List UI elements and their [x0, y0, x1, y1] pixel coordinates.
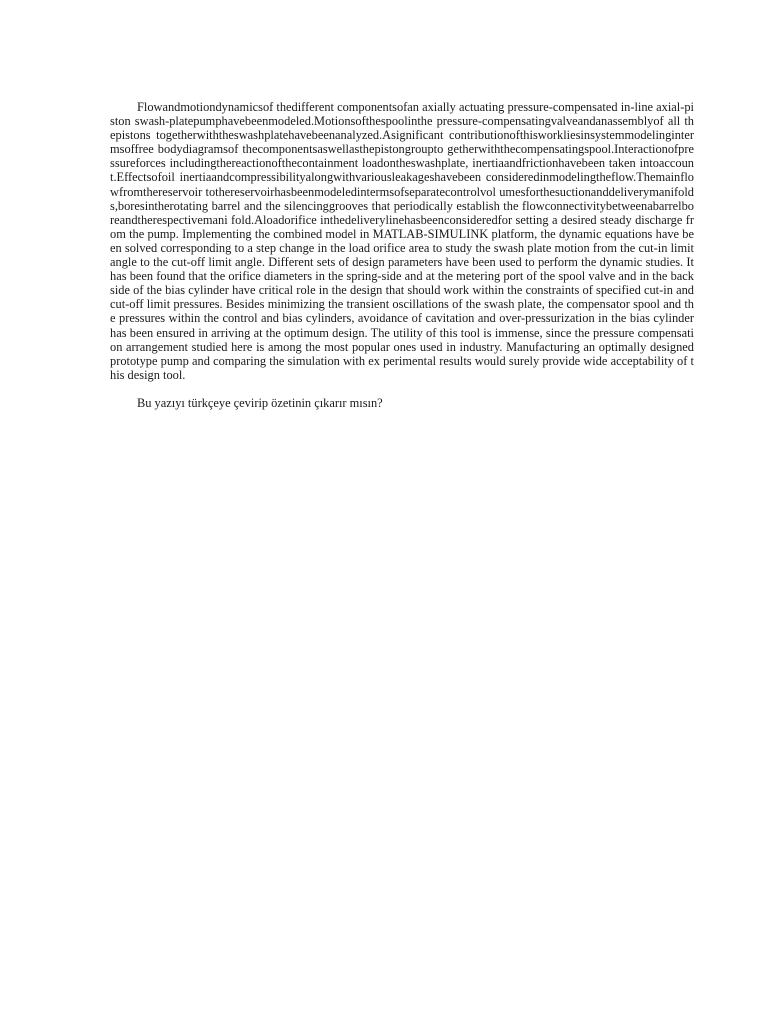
question-paragraph: Bu yazıyı türkçeye çevirip özetinin çıkarır mısın? [137, 395, 383, 410]
document-page [110, 100, 694, 410]
abstract-paragraph: Flowandmotiondynamicsof thedifferent componentsofan axially actuating pressure-compensated in-line axial-piston swash-platepumphavebeenmodeled.Motionsofthespoolinthe pressure-compensatingvalveandanassemblyof all thepistons togetherwiththeswashplatehavebeenanalyzed.Asignificant contributionofthisworkliesinsystemmodelingintermsoffree bodydiagramsof thecomponentsaswellasthepistongroupto getherwiththecompensatingspool.Interactionofpressureforces includingthereactionofthecontainment loadontheswashplate, inertiaandfrictionhavebeen taken intoaccount.Effectsofoil inertiaandcompressibilityalongwithvariousleakageshavebeen consideredinmodelingtheflow.Themainflowfromthereservoir tothereservoirhasbeenmodeledintermsofseparatecontrolvol umesforthesuctionanddeliverymanifolds,boresintherotating barrel and the silencinggrooves that periodically establish the flowconnectivitybetweenabarrelboreandtherespectivemani fold.Aloadorifice inthedeliverylinehasbeenconsideredfor setting a desired steady discharge from the pump. Implementing the combined model in MATLAB-SIMULINK platform, the dynamic equations have been solved corresponding to a step change in the load orifice area to study the swash plate motion from the cut-in limit angle to the cut-off limit angle. Different sets of design parameters have been used to perform the dynamic studies. It has been found that the orifice diameters in the spring-side and at the metering port of the spool valve and in the backside of the bias cylinder have critical role in the design that should work within the constraints of specified cut-in and cut-off limit pressures. Besides minimizing the transient oscillations of the swash plate, the compensator spool and the pressures within the control and bias cylinders, avoidance of cavitation and over-pressurization in the bias cylinder has been ensured in arriving at the optimum design. The utility of this tool is immense, since the pressure compensation arrangement studied here is among the most popular ones used in industry. Manufacturing an optimally designed prototype pump and comparing the simulation with ex perimental results would surely provide wide acceptability of this design tool. [110, 100, 694, 382]
